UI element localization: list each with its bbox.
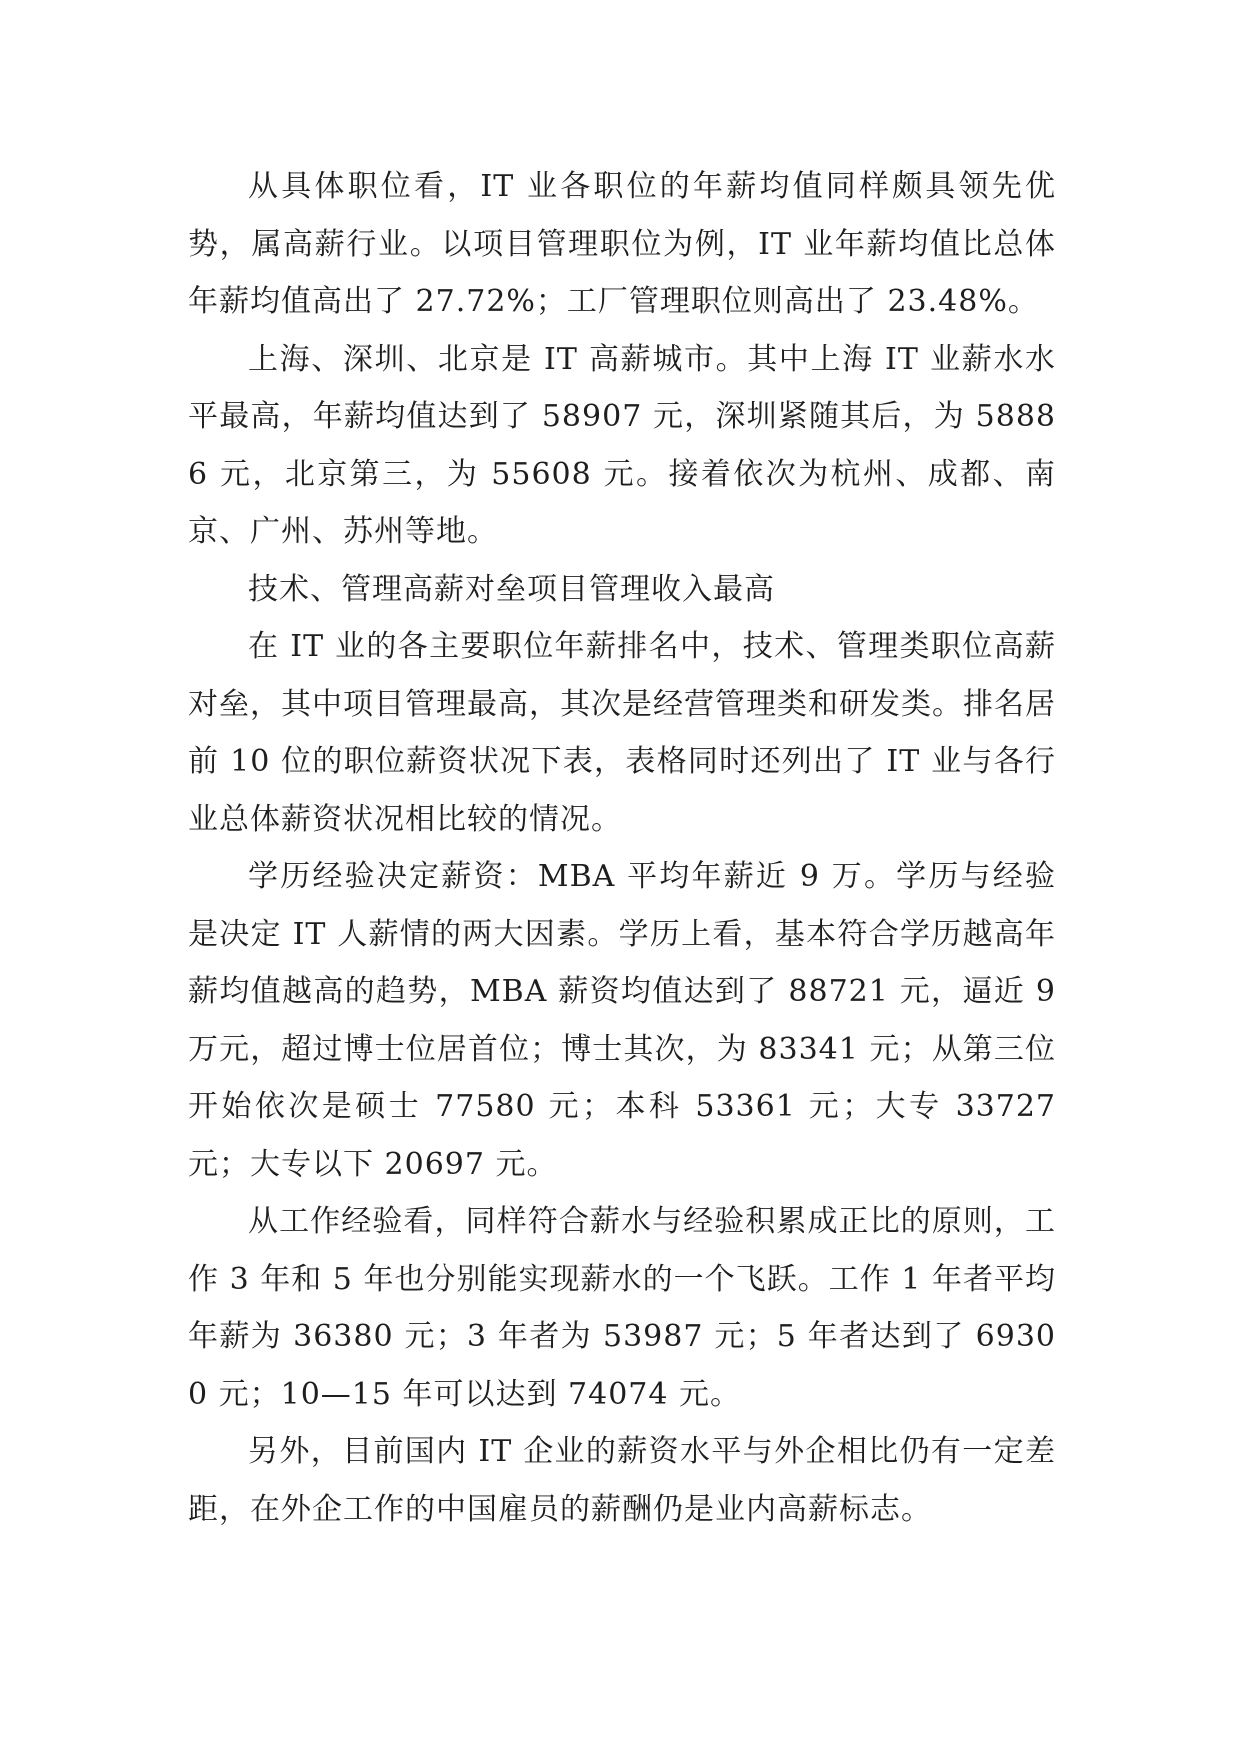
paragraph-high-salary-cities: 上海、深圳、北京是 IT 高薪城市。其中上海 IT 业薪水水平最高，年薪均值达到了 58907 元，深圳紧随其后，为 58886 元，北京第三，为 55608 元。接着依次为杭州、成都、南京、广州、苏州等地。 [188, 341, 1056, 549]
paragraph-education-salary: 学历经验决定薪资：MBA 平均年薪近 9 万。学历与经验是决定 IT 人薪情的两大因素。学历上看，基本符合学历越高年薪均值越高的趋势，MBA 薪资均值达到了 88721 元，逼近 9 万元，超过博士位居首位；博士其次，为 83341 元；从第三位开始依次是硕士 77580 元；本科 53361 元；大专 33727 元；大专以下 20697 元。 [188, 859, 1056, 1182]
paragraph-experience-salary: 从工作经验看，同样符合薪水与经验积累成正比的原则，工作 3 年和 5 年也分别能实现薪水的一个飞跃。工作 1 年者平均年薪为 36380 元；3 年者为 53987 元；5 年者达到了 69300 元；10—15 年可以达到 74074 元。 [188, 1204, 1056, 1412]
paragraph-position-salary: 从具体职位看，IT 业各职位的年薪均值同样颇具领先优势，属高薪行业。以项目管理职位为例，IT 业年薪均值比总体年薪均值高出了 27.72%；工厂管理职位则高出了 23.48%。 [188, 169, 1056, 319]
paragraph-position-ranking: 在 IT 业的各主要职位年薪排名中，技术、管理类职位高薪对垒，其中项目管理最高，其次是经营管理类和研发类。排名居前 10 位的职位薪资状况下表，表格同时还列出了 IT 业与各行业总体薪资状况相比较的情况。 [188, 629, 1056, 837]
paragraph-foreign-companies: 另外，目前国内 IT 企业的薪资水平与外企相比仍有一定差距，在外企工作的中国雇员的薪酬仍是业内高薪标志。 [188, 1434, 1056, 1527]
document-body [188, 158, 1056, 1538]
section-heading-tech-management: 技术、管理高薪对垒项目管理收入最高 [248, 571, 775, 607]
